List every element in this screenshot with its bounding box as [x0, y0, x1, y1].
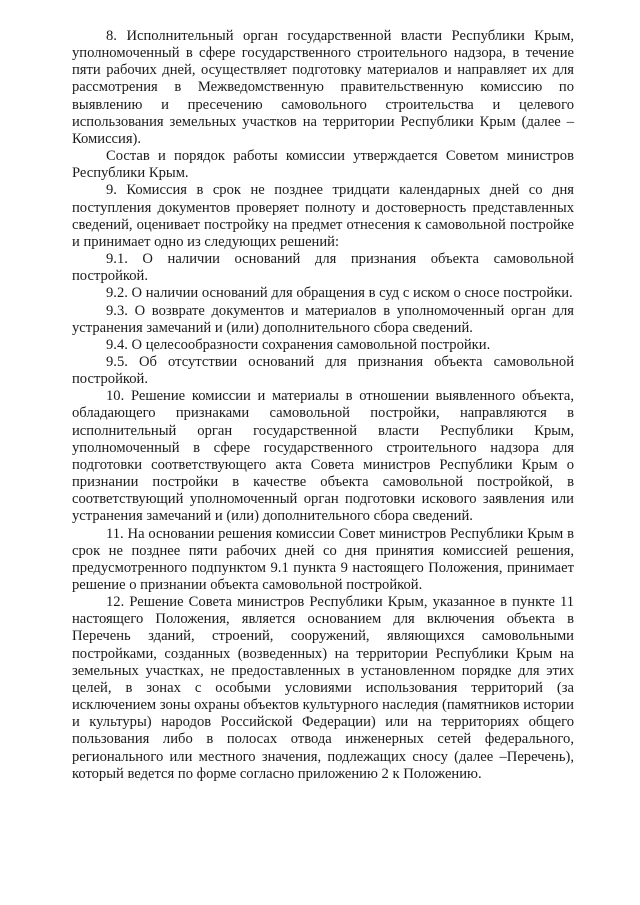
paragraph-12: 12. Решение Совета министров Республики Крым, указанное в пункте 11 настоящего Положения, является основанием для включения объекта в Перечень зданий, строений, сооружений, являющихся самовольными постройками, созданных (возведенных) на территории Республики Крым на земельных участках, не предоставленных в установленном порядке для этих целей, в зонах с особыми условиями использования территорий (за исключением зоны охраны объектов культурного наследия (памятников истории и культуры) народов Российской Федерации) или на территориях общего пользования либо в полосах отвода инженерных сетей федерального, регионального или местного значения, подлежащих сносу (далее –Перечень), который ведется по форме согласно приложению 2 к Положению.: [72, 594, 574, 782]
paragraph-10: 10. Решение комиссии и материалы в отношении выявленного объекта, обладающего признаками самовольной постройки, направляются в исполнительный орган государственной власти Республики Крым, уполномоченный в сфере государственного строительного надзора для подготовки соответствующего акта Совета министров Республики Крым о признании постройки в качестве объекта самовольной постройкой, в соответствующий уполномоченный орган подготовки искового заявления или устранения замечаний и (или) дополнительного сбора сведений.: [72, 388, 574, 525]
paragraph-9-5: 9.5. Об отсутствии оснований для признания объекта самовольной постройкой.: [72, 353, 574, 388]
paragraph-9-1: 9.1. О наличии оснований для признания объекта самовольной постройкой.: [72, 251, 574, 285]
paragraph-9-4: 9.4. О целесообразности сохранения самовольной постройки.: [106, 336, 491, 353]
paragraph-9: 9. Комиссия в срок не позднее тридцати календарных дней со дня поступления документов проверяет полноту и достоверность представленных сведений, оценивает постройку на предмет отнесения к самовольной постройке и принимает одно из следующих решений:: [72, 182, 574, 250]
document-page: [72, 28, 574, 783]
paragraph-commission-composition: Состав и порядок работы комиссии утверждается Советом министров Республики Крым.: [72, 148, 574, 182]
paragraph-8: 8. Исполнительный орган государственной власти Республики Крым, уполномоченный в сфере государственного строительного надзора, в течение пяти рабочих дней, осуществляет подготовку материалов и направляет их для рассмотрения в Межведомственную правительственную комиссию по выявлению и пресечению самовольного строительства и целевого использования земельных участков на территории Республики Крым (далее – Комиссия).: [72, 28, 574, 147]
paragraph-11: 11. На основании решения комиссии Совет министров Республики Крым в срок не позднее пяти рабочих дней со дня принятия комиссией решения, предусмотренного подпунктом 9.1 пункта 9 настоящего Положения, принимает решение о признании объекта самовольной постройкой.: [72, 525, 574, 593]
paragraph-9-3: 9.3. О возврате документов и материалов в уполномоченный орган для устранения замечаний и (или) дополнительного сбора сведений.: [72, 302, 574, 336]
paragraph-9-2: 9.2. О наличии оснований для обращения в суд с иском о сносе постройки.: [106, 285, 573, 302]
